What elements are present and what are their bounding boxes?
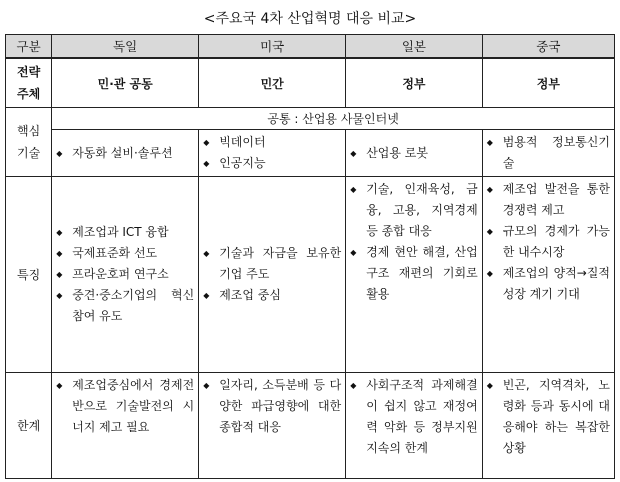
header-china: 중국 [482,35,614,59]
bullet-list [350,375,478,459]
strategy-germany: 민·관 공동 [52,58,199,108]
bullet-list [203,375,341,438]
features-label: 특징 [6,177,52,373]
bullet-list [56,222,194,327]
list-item: ◆ 경제 현안 해결, 산업구조 재편의 기회로 활용 [350,242,478,305]
bullet-list [487,179,610,305]
list-item: ◆ 제조업과 ICT 융합 [56,222,194,243]
list-item: ◆ 자동화 설비·솔루션 [56,143,194,164]
strategy-china: 정부 [482,58,614,108]
list-item: ◆ 제조업중심에서 경제전반으로 기술발전의 시너지 제고 필요 [56,375,194,438]
header-category: 구분 [6,35,52,59]
limits-germany [52,373,199,479]
features-japan [346,177,483,373]
header-japan: 일본 [346,35,483,59]
list-item: ◆ 빈곤, 지역격차, 노령화 등과 동시에 대응해야 하는 복잡한 상황 [487,375,610,459]
list-item: ◆ 제조업의 양적→질적성장 계기 기대 [487,263,610,305]
list-item: ◆ 일자리, 소득분배 등 다양한 파급영향에 대한 종합적 대응 [203,375,341,438]
features-germany [52,177,199,373]
list-item: ◆ 제조업 발전을 통한 경쟁력 제고 [487,179,610,221]
bullet-list [487,375,610,459]
bullet-list [56,375,194,438]
strategy-row [6,58,615,108]
list-item: ◆ 기술, 인재육성, 금융, 고용, 지역경제 등 종합 대응 [350,179,478,242]
list-item: ◆ 중견·중소기업의 혁신참여 유도 [56,285,194,327]
header-germany: 독일 [52,35,199,59]
features-usa [199,177,346,373]
header-row [6,35,615,59]
list-item: ◆ 범용적 정보통신기술 [487,132,610,174]
core-usa [199,130,346,177]
list-item: ◆ 빅데이터 [203,132,341,153]
strategy-japan: 정부 [346,58,483,108]
list-item: ◆ 인공지능 [203,153,341,174]
bullet-list [350,143,478,164]
core-japan [346,130,483,177]
bullet-list [203,132,341,174]
features-china [482,177,614,373]
limits-usa [199,373,346,479]
core-detail-row [6,130,615,177]
bullet-list [56,143,194,164]
strategy-usa: 민간 [199,58,346,108]
limits-label: 한계 [6,373,52,479]
table-title: <주요국 4차 산업혁명 대응 비교> [203,11,417,27]
core-china [482,130,614,177]
limits-china [482,373,614,479]
comparison-table [5,34,615,479]
limits-japan [346,373,483,479]
list-item: ◆ 프라운호퍼 연구소 [56,264,194,285]
core-common: 공통 : 산업용 사물인터넷 [52,108,615,130]
bullet-list [203,243,341,306]
bullet-list [350,179,478,305]
core-germany [52,130,199,177]
list-item: ◆ 산업용 로봇 [350,143,478,164]
core-common-row [6,108,615,130]
header-usa: 미국 [199,35,346,59]
list-item: ◆ 규모의 경제가 가능한 내수시장 [487,221,610,263]
limits-row [6,373,615,479]
list-item: ◆ 제조업 중심 [203,285,341,306]
list-item: ◆ 기술과 자금을 보유한 기업 주도 [203,243,341,285]
list-item: ◆ 국제표준화 선도 [56,243,194,264]
features-row [6,177,615,373]
bullet-list [487,132,610,174]
list-item: ◆ 사회구조적 과제해결이 쉽지 않고 재정여력 악화 등 정부지원 지속의 한계 [350,375,478,459]
strategy-label: 전략 주체 [6,58,52,108]
core-label: 핵심 기술 [6,108,52,177]
